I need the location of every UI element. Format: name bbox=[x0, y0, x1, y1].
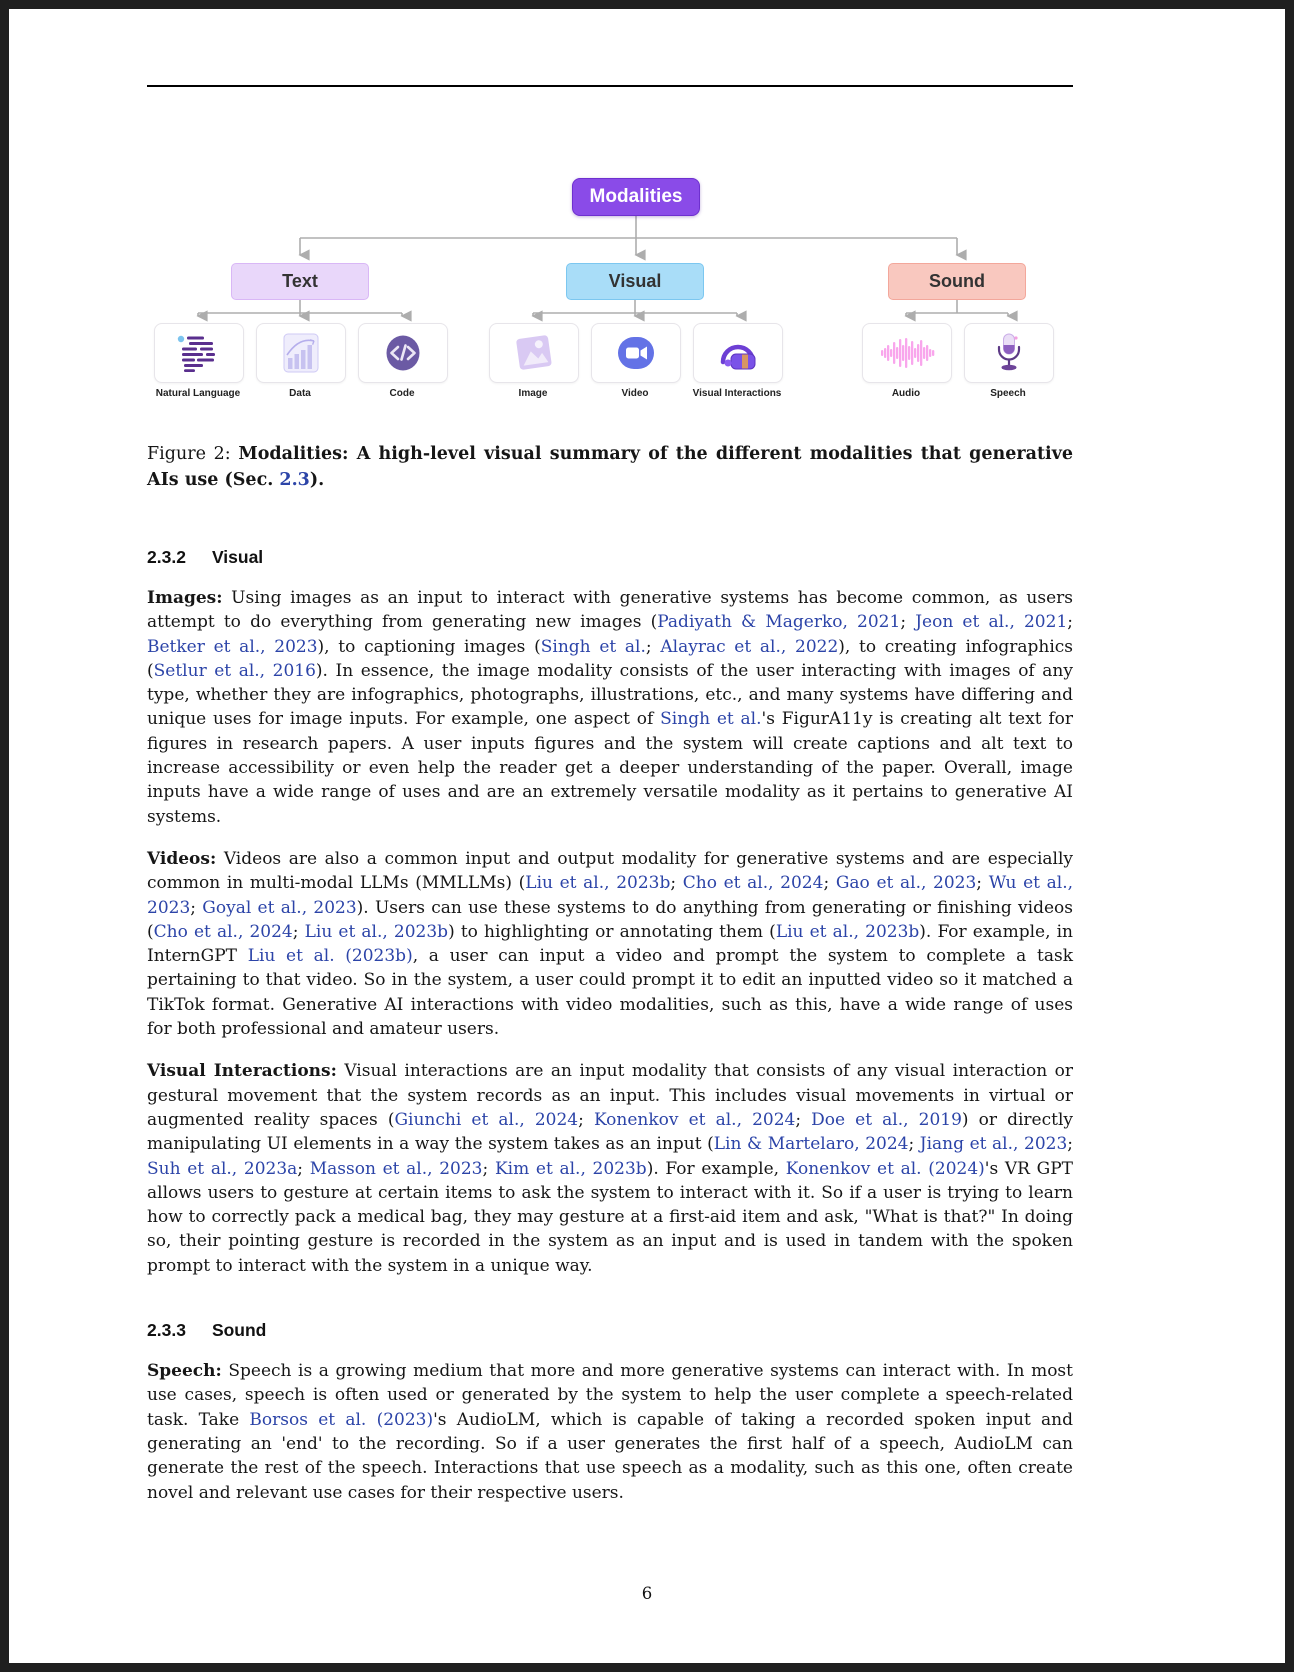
audio-icon bbox=[878, 334, 936, 372]
sound-branch-node: Sound bbox=[888, 263, 1026, 300]
citation-link[interactable]: Padiyath & Magerko, 2021 bbox=[657, 612, 901, 633]
section-title: Visual bbox=[211, 547, 264, 567]
card-label-audio: Audio bbox=[891, 388, 921, 399]
natural-language-icon bbox=[175, 333, 223, 373]
citation-link[interactable]: Goyal et al., 2023 bbox=[202, 897, 357, 918]
citation-link[interactable]: Betker et al., 2023 bbox=[147, 636, 318, 657]
citation-link[interactable]: Lin & Martelaro, 2024 bbox=[713, 1134, 909, 1155]
speech-icon bbox=[989, 332, 1029, 374]
card-speech bbox=[964, 323, 1054, 383]
citation-link[interactable]: Borsos et al. (2023) bbox=[249, 1409, 434, 1430]
citation-link[interactable]: Liu et al. (2023b) bbox=[247, 946, 413, 967]
citation-link[interactable]: Liu et al., 2023b bbox=[525, 873, 671, 894]
citation-link[interactable]: Doe et al., 2019 bbox=[811, 1109, 962, 1130]
citation-link[interactable]: Kim et al., 2023b bbox=[494, 1158, 647, 1179]
modalities-root-node: Modalities bbox=[572, 178, 700, 216]
paragraph-visual-interactions: Visual Interactions: Visual interactions are an input modality that consists of any visual interaction or gestural movement that the system records as an input. This includes visual movements in virtual or augmented reality spaces (Giunchi et al., 2024; Konenkov et al., 2024; Doe et al., 2019) or directly manipulating UI elements in a way the system takes as an input (Lin & Martelaro, 2024; Jiang et al., 2023; Suh et al., 2023a; Masson et al., 2023; Kim et al., 2023b). For example, Konenkov et al. (2024)'s VR GPT allows users to gesture at certain items to ask the system to interact with it. So if a user is trying to learn how to correctly pack a medical bag, they may gesture at a first-aid item and ask, "What is that?" In doing so, their pointing gesture is recorded in the system as an input and is used in tandem with the spoken prompt to interact with the system in a unique way. bbox=[147, 1061, 1074, 1276]
citation-link[interactable]: Konenkov et al. (2024) bbox=[785, 1158, 985, 1179]
modalities-diagram bbox=[147, 176, 1073, 414]
card-audio bbox=[862, 323, 952, 383]
section-title: Sound bbox=[211, 1320, 267, 1341]
data-icon bbox=[279, 332, 323, 374]
citation-link[interactable]: Konenkov et al., 2024 bbox=[593, 1109, 796, 1130]
section-ref-link[interactable]: 2.3 bbox=[279, 470, 310, 490]
citation-link[interactable]: Gao et al., 2023 bbox=[835, 873, 977, 894]
card-label-natural-language: Natural Language bbox=[155, 388, 241, 399]
visual-branch-node: Visual bbox=[566, 263, 704, 300]
card-label-video: Video bbox=[621, 388, 649, 399]
card-label-image: Image bbox=[518, 388, 548, 399]
citation-link[interactable]: Liu et al., 2023b bbox=[775, 921, 920, 942]
citation-link[interactable]: Liu et al., 2023b bbox=[304, 921, 449, 942]
citation-link[interactable]: Alayrac et al., 2022 bbox=[660, 636, 839, 657]
section-heading-visual bbox=[147, 547, 1073, 568]
code-icon bbox=[382, 332, 424, 374]
card-code bbox=[358, 323, 448, 383]
card-data bbox=[256, 323, 346, 383]
paragraph-videos: Videos: Videos are also a common input and output modality for generative systems and are especially common in multi-modal LLMs (MMLLMs) (Liu et al., 2023b; Cho et al., 2024; Gao et al., 2023; Wu et al., 2023; Goyal et al., 2023). Users can use these systems to do anything from generating or finishing videos (Cho et al., 2024; Liu et al., 2023b) to highlighting or annotating them (Liu et al., 2023b). For example, in InternGPT Liu et al. (2023b), a user can input a video and prompt the system to complete a task pertaining to that video. So in the system, a user could prompt it to edit an inputted video so it matched a TikTok format. Generative AI interactions with video modalities, such as this, have a wide range of uses for both professional and amateur users. bbox=[147, 848, 1073, 1040]
citation-link[interactable]: Wu et al., 2023 bbox=[147, 873, 1073, 918]
citation-link[interactable]: Suh et al., 2023a bbox=[147, 1158, 298, 1179]
image-icon bbox=[511, 332, 557, 374]
citation-link[interactable]: Singh et al. bbox=[660, 709, 762, 730]
paragraph-images: Images: Using images as an input to interact with generative systems has become common, as users attempt to do everything from generating new images (Padiyath & Magerko, 2021; Jeon et al., 2021; Betker et al., 2023), to captioning images (Singh et al.; Alayrac et al., 2022), to creating infographics (Setlur et al., 2016). In essence, the image modality consists of the user interacting with images of any type, whether they are infographics, photographs, illustrations, etc., and many systems have differing and unique uses for image inputs. For example, one aspect of Singh et al.'s FigurA11y is creating alt text for figures in research papers. A user inputs figures and the system will create captions and alt text to increase accessibility or even help the reader get a deeper understanding of the paper. Overall, image inputs have a wide range of uses and are an extremely versatile modality as it pertains to generative AI systems. bbox=[147, 588, 1074, 827]
figure-caption: Figure 2: Modalities: A high-level visual summary of the different modalities that generative AIs use (Sec. 2.3). bbox=[147, 444, 1074, 490]
card-visual-interactions bbox=[693, 323, 783, 383]
citation-link[interactable]: Singh et al. bbox=[540, 636, 646, 657]
card-image bbox=[489, 323, 579, 383]
citation-link[interactable]: Jiang et al., 2023 bbox=[919, 1134, 1068, 1155]
card-natural-language bbox=[154, 323, 244, 383]
section-number: 2.3.3 bbox=[147, 1320, 186, 1341]
citation-link[interactable]: Masson et al., 2023 bbox=[309, 1158, 483, 1179]
page-number: 6 bbox=[641, 1584, 653, 1603]
citation-link[interactable]: Setlur et al., 2016 bbox=[153, 660, 316, 681]
citation-link[interactable]: Cho et al., 2024 bbox=[153, 921, 293, 942]
card-label-speech: Speech bbox=[990, 388, 1026, 399]
card-label-data: Data bbox=[289, 388, 311, 399]
header-rule bbox=[147, 85, 1073, 87]
citation-link[interactable]: Cho et al., 2024 bbox=[682, 873, 824, 894]
card-label-visual-interactions: Visual Interactions bbox=[692, 388, 782, 399]
visual-interactions-icon bbox=[714, 332, 762, 374]
section-heading-sound bbox=[147, 1320, 1073, 1341]
citation-link[interactable]: Jeon et al., 2021 bbox=[915, 612, 1068, 633]
card-label-code: Code bbox=[389, 388, 415, 399]
citation-link[interactable]: Giunchi et al., 2024 bbox=[394, 1109, 579, 1130]
text-branch-node: Text bbox=[231, 263, 369, 300]
video-icon bbox=[613, 332, 659, 374]
section-number: 2.3.2 bbox=[147, 547, 186, 567]
paragraph-speech: Speech: Speech is a growing medium that more and more generative systems can interact with. In most use cases, speech is often used or generated by the system to help the user complete a speech-related task. Take Borsos et al. (2023)'s AudioLM, which is capable of taking a recorded spoken input and generating an 'end' to the recording. So if a user generates the first half of a speech, AudioLM can generate the rest of the speech. Interactions that use speech as a modality, such as this one, often create novel and relevant use cases for their respective users. bbox=[147, 1361, 1073, 1503]
card-video bbox=[591, 323, 681, 383]
